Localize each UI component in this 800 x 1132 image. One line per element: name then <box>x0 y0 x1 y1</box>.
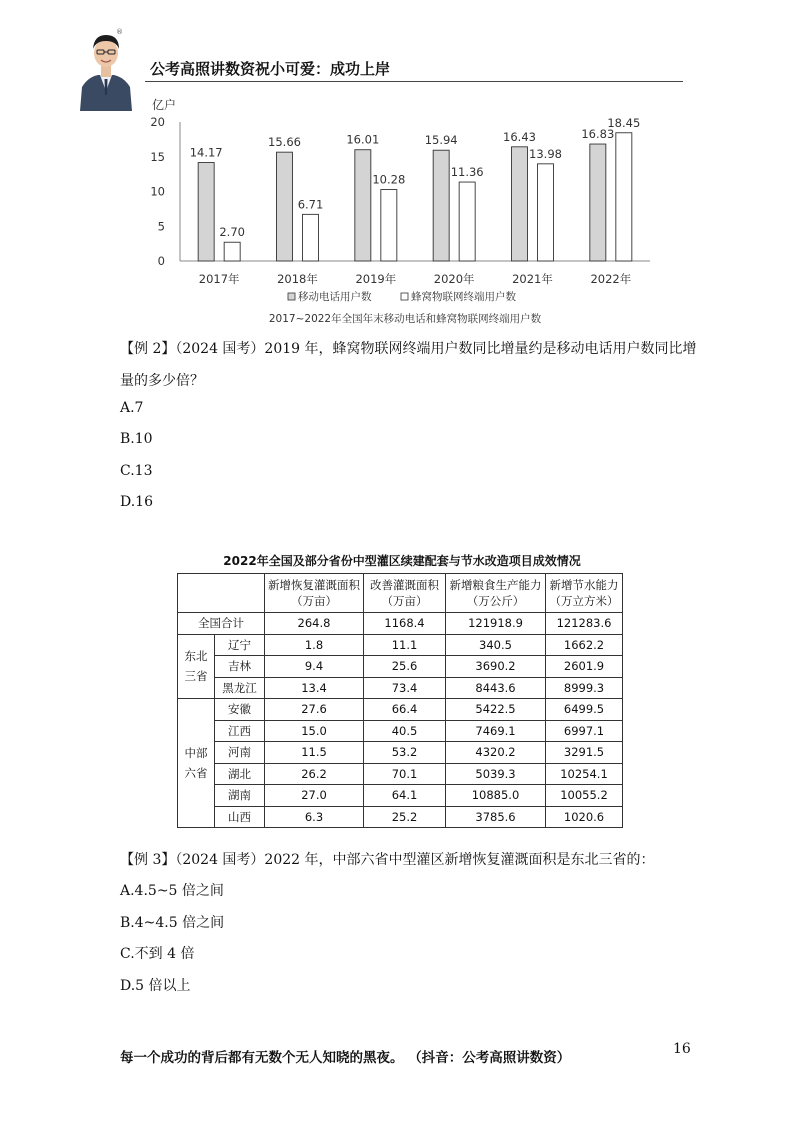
table-cell: 27.0 <box>265 785 364 807</box>
data-label: 2.70 <box>219 225 245 240</box>
table-row <box>178 785 623 807</box>
bar-mobile <box>433 150 449 261</box>
col-header: 新增节水能力 （万立方米） <box>546 574 623 613</box>
bar-chart <box>140 96 660 326</box>
bar-iot <box>459 182 475 261</box>
data-label: 16.83 <box>581 127 615 142</box>
data-label: 15.66 <box>268 135 301 150</box>
row-label: 安徽 <box>215 699 265 721</box>
bar-mobile <box>590 144 606 261</box>
x-tick-label: 2019年 <box>355 272 397 286</box>
row-label: 湖南 <box>215 785 265 807</box>
table-cell: 1.8 <box>265 634 364 656</box>
table-cell: 11.5 <box>265 742 364 764</box>
table-cell: 25.6 <box>364 656 446 678</box>
q2-stem-line1: 【例 2】（2024 国考）2019 年，蜂窝物联网终端用户数同比增量约是移动电话用户数同比增 <box>120 341 697 357</box>
table-cell: 264.8 <box>265 613 364 635</box>
data-label: 11.36 <box>450 165 484 180</box>
chart-title: 2017~2022年全国年末移动电话和蜂窝物联网终端用户数 <box>268 313 542 325</box>
y-tick-label: 10 <box>150 184 165 199</box>
q3-stem: 【例 3】（2024 国考）2022 年，中部六省中型灌区新增恢复灌溉面积是东北三省的： <box>120 852 655 868</box>
q3-option-c: C.不到 4 倍 <box>120 946 195 962</box>
group-label-central: 中部 六省 <box>178 699 215 828</box>
x-tick-label: 2021年 <box>512 272 553 286</box>
legend-label-mobile: 移动电话用户数 <box>298 291 372 303</box>
table-cell: 27.6 <box>265 699 364 721</box>
table-cell: 70.1 <box>364 763 446 785</box>
table-cell: 10254.1 <box>546 763 623 785</box>
table-cell: 8999.3 <box>546 677 623 699</box>
data-label: 6.71 <box>297 197 324 212</box>
y-tick-label: 0 <box>157 254 165 268</box>
table-cell: 6.3 <box>265 806 364 828</box>
col-header: 改善灌溉面积 （万亩） <box>364 574 446 613</box>
table-cell: 25.2 <box>364 806 446 828</box>
bar-iot <box>224 242 240 261</box>
table-cell: 3785.6 <box>446 806 546 828</box>
table-cell: 121918.9 <box>446 613 546 635</box>
table-cell: 9.4 <box>265 656 364 678</box>
x-tick-label: 2022年 <box>590 272 632 286</box>
table-row <box>178 720 623 742</box>
bar-mobile <box>512 147 528 261</box>
table-row <box>178 763 623 785</box>
table-row <box>178 806 623 828</box>
q2-stem-line2: 量的多少倍？ <box>120 373 204 389</box>
q2-option-c: C.13 <box>120 463 153 479</box>
y-tick-label: 20 <box>150 115 165 129</box>
x-tick-label: 2017年 <box>198 272 240 286</box>
legend-label-iot: 蜂窝物联网终端用户数 <box>411 291 516 303</box>
table-cell: 3690.2 <box>446 656 546 678</box>
table-row <box>178 656 623 678</box>
table-cell: 13.4 <box>265 677 364 699</box>
table-cell: 1168.4 <box>364 613 446 635</box>
col-header: 新增粮食生产能力 （万公斤） <box>446 574 546 613</box>
header-title: 公考高照讲数资祝小可爱：成功上岸 <box>150 60 391 78</box>
table-cell: 5422.5 <box>446 699 546 721</box>
table-cell: 10885.0 <box>446 785 546 807</box>
row-label: 湖北 <box>215 763 265 785</box>
q3-option-d: D.5 倍以上 <box>120 978 191 994</box>
table-cell: 64.1 <box>364 785 446 807</box>
bar-chart-svg <box>140 96 660 326</box>
y-tick-label: 5 <box>157 219 165 234</box>
row-label: 江西 <box>215 720 265 742</box>
data-label: 18.45 <box>607 115 641 130</box>
bar-mobile <box>198 163 214 261</box>
registered-mark-icon: ® <box>116 28 123 36</box>
table-row <box>178 699 623 721</box>
data-label: 13.98 <box>529 146 562 161</box>
table-row-total <box>178 613 623 635</box>
group-label-northeast: 东北 三省 <box>178 634 215 699</box>
q2-option-b: B.10 <box>120 431 153 447</box>
bar-mobile <box>277 152 293 261</box>
table-cell: 15.0 <box>265 720 364 742</box>
q2-option-a: A.7 <box>120 400 144 416</box>
table-cell: 1662.2 <box>546 634 623 656</box>
table-row <box>178 634 623 656</box>
table-cell: 340.5 <box>446 634 546 656</box>
table-cell: 6997.1 <box>546 720 623 742</box>
q3-option-b: B.4~4.5 倍之间 <box>120 915 225 931</box>
y-axis-unit-label: 亿户 <box>152 98 177 112</box>
table-cell: 4320.2 <box>446 742 546 764</box>
data-label: 16.01 <box>346 132 380 147</box>
chart-legend <box>288 290 516 303</box>
data-label: 10.28 <box>372 172 406 187</box>
y-tick-label: 15 <box>150 149 165 164</box>
table-cell: 53.2 <box>364 742 446 764</box>
q2-option-d: D.16 <box>120 494 153 510</box>
bar-iot <box>616 133 632 261</box>
row-label: 黑龙江 <box>215 677 265 699</box>
table-cell: 10055.2 <box>546 785 623 807</box>
data-table <box>177 573 623 828</box>
table-row <box>178 742 623 764</box>
table-cell: 3291.5 <box>546 742 623 764</box>
table-cell: 7469.1 <box>446 720 546 742</box>
bar-mobile <box>355 150 371 261</box>
table-cell: 5039.3 <box>446 763 546 785</box>
presenter-photo <box>76 25 136 111</box>
table-caption: 2022年全国及部分省份中型灌区续建配套与节水改造项目成效情况 <box>223 554 581 568</box>
table-cell: 1020.6 <box>546 806 623 828</box>
bar-iot <box>538 164 554 261</box>
table-cell: 26.2 <box>265 763 364 785</box>
data-label: 14.17 <box>189 145 223 160</box>
table-cell: 66.4 <box>364 699 446 721</box>
x-tick-label: 2020年 <box>433 272 475 286</box>
table-row <box>178 677 623 699</box>
table-cell: 73.4 <box>364 677 446 699</box>
header-rule <box>145 81 683 82</box>
table-cell: 6499.5 <box>546 699 623 721</box>
table-cell: 121283.6 <box>546 613 623 635</box>
bar-iot <box>303 214 319 261</box>
data-label: 15.94 <box>424 133 458 148</box>
table-corner-cell <box>178 574 265 613</box>
row-label: 山西 <box>215 806 265 828</box>
footer-text: 每一个成功的背后都有无数个无人知晓的黑夜。 （抖音：公考高照讲数资） <box>120 1050 571 1066</box>
col-header: 新增恢复灌溉面积 （万亩） <box>265 574 364 613</box>
table-cell: 2601.9 <box>546 656 623 678</box>
data-label: 16.43 <box>503 129 536 144</box>
row-label: 全国合计 <box>178 613 265 635</box>
legend-swatch-iot <box>401 293 408 300</box>
table-cell: 40.5 <box>364 720 446 742</box>
row-label: 河南 <box>215 742 265 764</box>
row-label: 辽宁 <box>215 634 265 656</box>
bar-iot <box>381 190 397 261</box>
page-number: 16 <box>673 1041 691 1057</box>
table-cell: 11.1 <box>364 634 446 656</box>
table-header-row <box>178 574 623 613</box>
table-cell: 8443.6 <box>446 677 546 699</box>
q3-option-a: A.4.5~5 倍之间 <box>120 883 224 899</box>
legend-swatch-mobile <box>288 293 295 300</box>
x-tick-label: 2018年 <box>277 272 318 286</box>
row-label: 吉林 <box>215 656 265 678</box>
